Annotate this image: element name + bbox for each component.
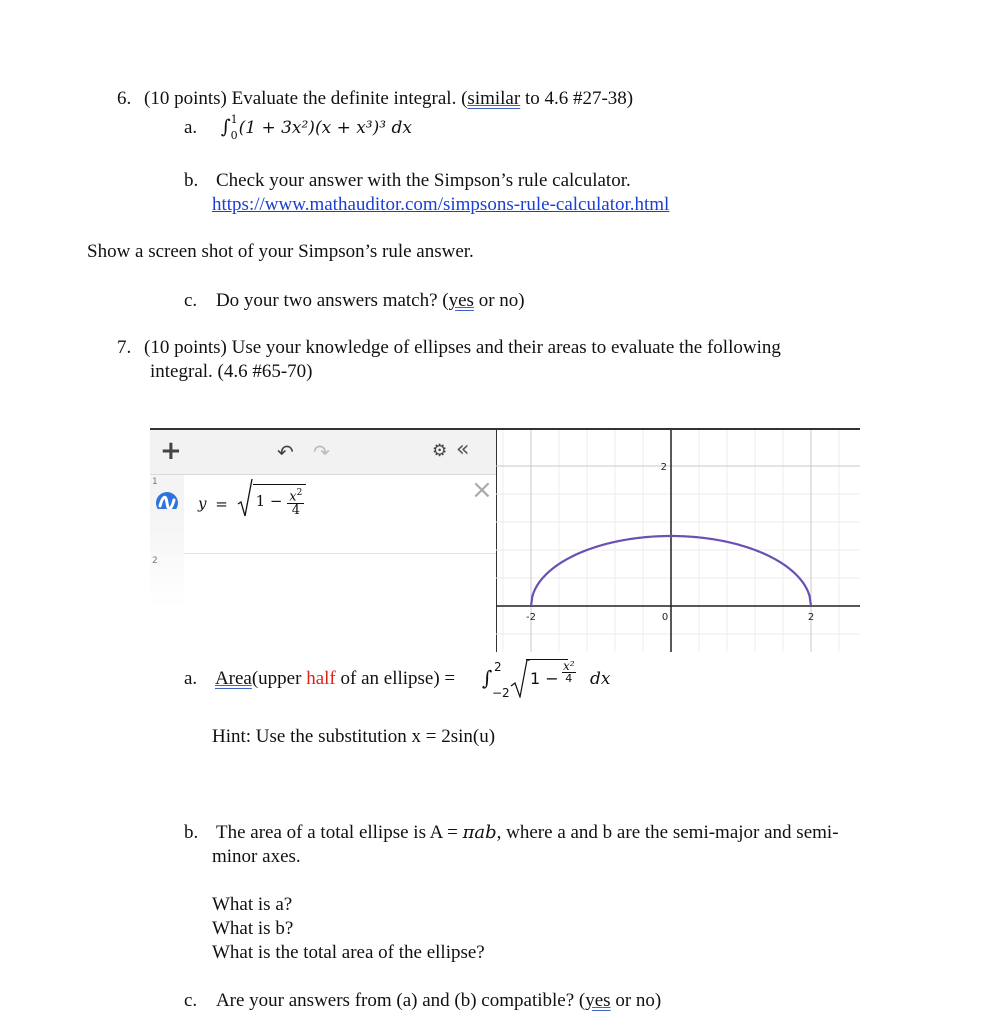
desmos-screenshot xyxy=(150,428,860,652)
q6-c-suffix: or no) xyxy=(473,290,525,311)
q7-part-b xyxy=(184,822,839,844)
q7-part-c xyxy=(184,990,661,1012)
expr-equals: = xyxy=(215,494,228,513)
redo-icon[interactable]: ↷ xyxy=(313,440,330,464)
q7-title-line1: (10 points) Use your knowledge of ellipses and their areas to evaluate the following xyxy=(144,337,781,358)
q6-a-expression: (1 + 3x²)(x + x³)³ dx xyxy=(238,118,412,138)
q7-a-integral-sign: ∫ xyxy=(482,666,493,690)
x-tick-label-neg2: -2 xyxy=(526,612,536,623)
q6-a-label: a. xyxy=(184,117,198,138)
q7-a-area: Area xyxy=(214,668,252,689)
undo-icon[interactable]: ↶ xyxy=(277,440,294,464)
expr-one-minus: 1 − xyxy=(255,492,283,510)
q6-c-label: c. xyxy=(184,290,198,311)
q7-a-rest: of an ellipse) = xyxy=(335,668,456,689)
expr-fraction xyxy=(287,487,304,517)
q7-part-a xyxy=(184,668,455,690)
minor-grid xyxy=(496,430,860,652)
empty-expression-gutter[interactable] xyxy=(150,509,184,607)
q6-title xyxy=(117,88,633,110)
q7-a-paren: (upper xyxy=(251,668,307,689)
expr-sqrt xyxy=(237,487,307,519)
q7-a-denominator: 4 xyxy=(565,672,573,685)
x-tick-label-0: 0 xyxy=(661,612,669,623)
q7-c-yes: yes xyxy=(585,990,611,1011)
delete-expression-icon[interactable]: × xyxy=(471,475,493,505)
major-grid xyxy=(496,430,860,652)
q6-part-b xyxy=(184,170,631,192)
q6-b-label: b. xyxy=(184,170,199,191)
q7-a-dx: dx xyxy=(590,669,611,689)
q7-c-label: c. xyxy=(184,990,198,1011)
graph-canvas[interactable] xyxy=(496,430,860,652)
q7-hint: Hint: Use the substitution x = 2sin(u) xyxy=(212,726,496,747)
q7-a-upper: 2 xyxy=(494,660,502,674)
q7-b-label: b. xyxy=(184,822,199,843)
q6-c-yes: yes xyxy=(448,290,474,311)
empty-expression-number: 2 xyxy=(152,556,158,566)
expr-numerator: x xyxy=(289,489,297,505)
q6-integral-sign: ∫ xyxy=(220,116,231,138)
q6-part-a xyxy=(184,112,412,142)
x-tick-label-2: 2 xyxy=(807,612,815,623)
q7-number: 7. xyxy=(117,337,132,358)
q6-a-lower: 0 xyxy=(230,128,238,142)
settings-gear-icon[interactable]: ⚙ xyxy=(432,441,448,461)
q7-a-numerator: x² xyxy=(563,659,575,673)
q6-a-upper: 1 xyxy=(230,112,238,126)
q7-title xyxy=(117,337,781,359)
q7-question-a: What is a? xyxy=(212,894,293,915)
expr-numerator-exponent: 2 xyxy=(296,487,303,498)
expression-row[interactable] xyxy=(150,475,496,554)
q7-c-prefix: Are your answers from (a) and (b) compatible? ( xyxy=(215,990,586,1011)
expression-panel xyxy=(150,430,496,652)
q7-a-one-minus: 1 − xyxy=(530,669,559,688)
q7-b-formula: πab xyxy=(462,822,497,843)
q7-title-line2: integral. (4.6 #65-70) xyxy=(150,361,313,382)
expression-toolbar xyxy=(150,430,496,475)
q6-show-screenshot: Show a screen shot of your Simpson’s rule answer. xyxy=(87,241,474,262)
q6-number: 6. xyxy=(117,88,132,109)
q7-b-line1-post: , where a and b are the semi-major and semi- xyxy=(496,822,839,843)
expression-math xyxy=(198,487,306,519)
q6-c-prefix: Do your two answers match? ( xyxy=(215,290,449,311)
q7-a-fraction xyxy=(562,660,576,685)
expr-y: y xyxy=(198,494,207,513)
add-expression-icon[interactable]: + xyxy=(160,436,182,466)
simpsons-calculator-link[interactable]: https://www.mathauditor.com/simpsons-rule-calculator.html xyxy=(212,194,670,215)
y-tick-label-2: 2 xyxy=(660,462,667,473)
expr-radical-sign xyxy=(237,478,253,518)
q6-similar: similar xyxy=(467,88,521,109)
q7-c-suffix: or no) xyxy=(610,990,662,1011)
q7-a-label: a. xyxy=(184,668,198,689)
q7-a-integral xyxy=(482,655,632,699)
q7-a-lower: −2 xyxy=(492,686,510,700)
q7-a-radical-sign xyxy=(510,658,530,698)
q7-b-line1-pre: The area of a total ellipse is A = xyxy=(216,822,463,843)
collapse-panel-icon[interactable]: « xyxy=(456,437,470,462)
expression-number: 1 xyxy=(152,477,158,487)
q6-title-suffix: to 4.6 #27-38) xyxy=(520,88,634,109)
expr-denominator: 4 xyxy=(291,503,300,519)
q7-question-area: What is the total area of the ellipse? xyxy=(212,942,485,963)
q7-question-b: What is b? xyxy=(212,918,294,939)
q7-b-line2: minor axes. xyxy=(212,846,301,867)
q6-b-text: Check your answer with the Simpson’s rule calculator. xyxy=(216,170,631,191)
q6-part-c xyxy=(184,290,525,312)
q7-a-half: half xyxy=(306,668,336,689)
q6-title-prefix: (10 points) Evaluate the definite integral. ( xyxy=(144,88,468,109)
